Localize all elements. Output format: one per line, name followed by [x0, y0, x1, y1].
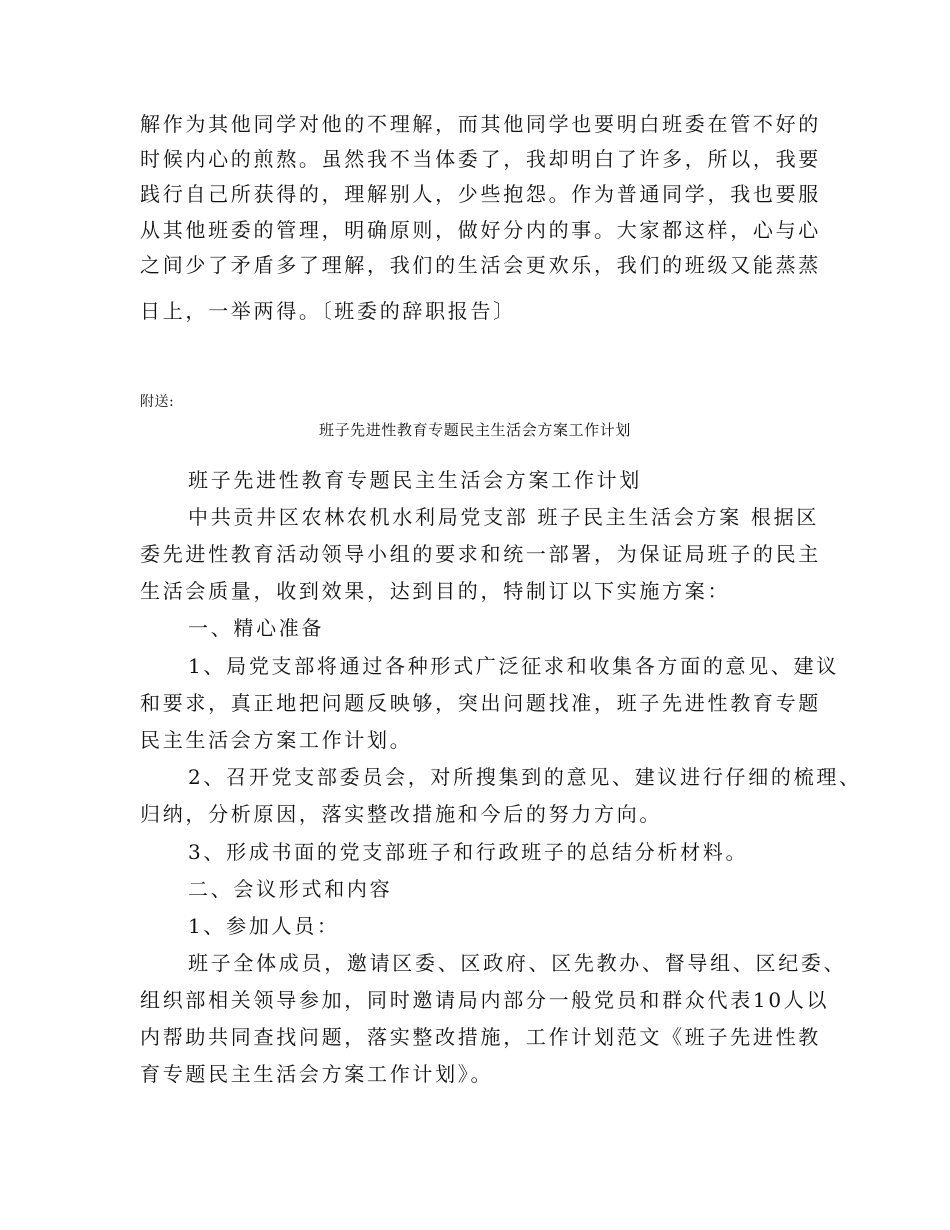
paragraph-line: 日上，一举两得。〔班委的辞职报告〕 — [140, 299, 516, 323]
paragraph-line: 归纳，分析原因，落实整改措施和今后的努力方向。 — [140, 802, 663, 826]
paragraph-line: 3、形成书面的党支部班子和行政班子的总结分析材料。 — [188, 840, 749, 864]
paragraph-line: 和要求，真正地把问题反映够，突出问题找准，班子先进性教育专题 — [140, 691, 821, 715]
paragraph-line: 育专题民主生活会方案工作计划》。 — [140, 1062, 494, 1086]
appendix-title: 班子先进性教育专题民主生活会方案工作计划 — [318, 421, 631, 439]
paragraph-line: 践行自己所获得的，理解别人，少些抱怨。作为普通同学，我也要服 — [140, 182, 821, 206]
section-title: 班子先进性教育专题民主生活会方案工作计划 — [188, 468, 642, 492]
paragraph-line: 从其他班委的管理，明确原则，做好分内的事。大家都这样，心与心 — [140, 218, 821, 242]
paragraph-line: 内帮助共同查找问题，落实整改措施，工作计划范文《班子先进性教 — [140, 1025, 821, 1049]
paragraph-line: 班子全体成员，邀请区委、区政府、区先教办、督导组、区纪委、 — [188, 951, 847, 975]
paragraph-line: 组织部相关领导参加，同时邀请局内部分一般党员和群众代表10人以 — [140, 988, 830, 1012]
section-heading: 二、会议形式和内容 — [188, 877, 393, 901]
paragraph-line: 委先进性教育活动领导小组的要求和统一部署，为保证局班子的民主 — [140, 542, 821, 566]
paragraph-line: 生活会质量，收到效果，达到目的，特制订以下实施方案： — [140, 579, 731, 603]
paragraph-line: 民主生活会方案工作计划。 — [140, 728, 413, 752]
paragraph-line: 解作为其他同学对他的不理解，而其他同学也要明白班委在管不好的 — [140, 112, 821, 136]
appendix-label: 附送: — [140, 394, 175, 410]
paragraph-line: 中共贡井区农林农机水利局党支部 班子民主生活会方案 根据区 — [188, 505, 820, 529]
paragraph-line: 1、参加人员： — [188, 914, 340, 938]
section-heading: 一、精心准备 — [188, 616, 325, 640]
paragraph-line: 之间少了矛盾多了理解，我们的生活会更欢乐，我们的班级又能蒸蒸 — [140, 253, 821, 277]
paragraph-line: 时候内心的煎熬。虽然我不当体委了，我却明白了许多，所以，我要 — [140, 147, 821, 171]
paragraph-line: 1、局党支部将通过各种形式广泛征求和收集各方面的意见、建议 — [188, 654, 840, 678]
paragraph-line: 2、召开党支部委员会，对所搜集到的意见、建议进行仔细的梳理、 — [188, 765, 862, 789]
